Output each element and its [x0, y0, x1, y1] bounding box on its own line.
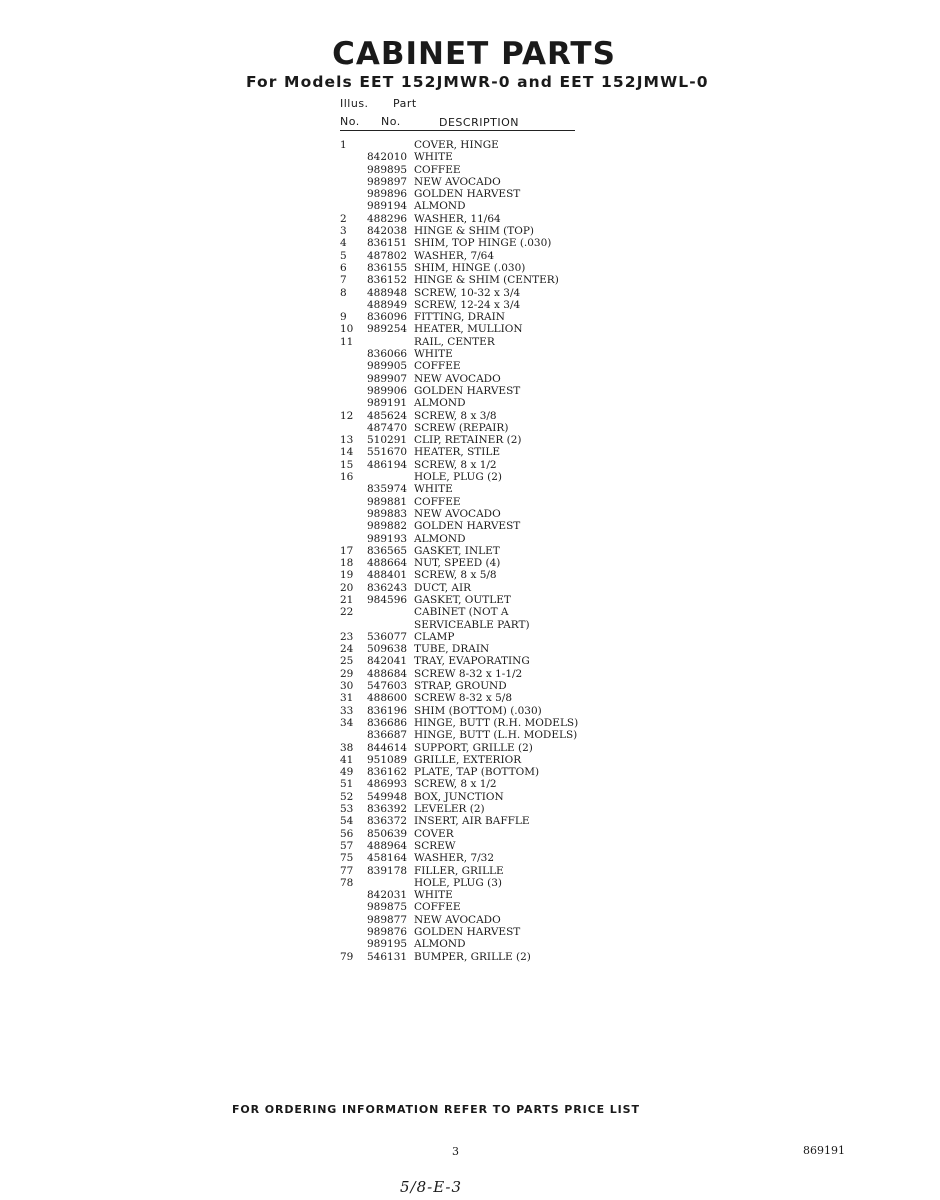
table-row — [338, 496, 598, 508]
part-description: ALMOND — [414, 532, 466, 545]
part-description: GOLDEN HARVEST — [414, 926, 521, 938]
part-description: HINGE & SHIM (TOP) — [414, 225, 535, 238]
illus-number: 41 — [340, 753, 354, 766]
illus-number: 13 — [340, 434, 354, 447]
table-row — [338, 237, 598, 249]
part-description: CLAMP — [414, 630, 455, 643]
illus-number: 4 — [340, 237, 347, 250]
table-row — [338, 200, 598, 212]
table-row — [338, 705, 598, 717]
illus-number: 49 — [340, 766, 354, 779]
part-description: ALMOND — [414, 397, 466, 410]
table-row — [338, 311, 598, 323]
illus-number: 52 — [340, 790, 354, 803]
part-number: 488600 — [367, 692, 408, 705]
part-number: 458164 — [367, 852, 408, 865]
table-row — [338, 865, 598, 877]
table-row — [338, 385, 598, 397]
part-description: SCREW 8-32 x 1-1/2 — [414, 667, 523, 680]
part-number: 536077 — [367, 630, 408, 643]
part-number: 551670 — [367, 446, 408, 459]
illus-number: 5 — [340, 249, 347, 262]
table-row — [338, 299, 598, 311]
illus-number: 18 — [340, 557, 354, 570]
part-number: 836686 — [367, 716, 408, 729]
table-row — [338, 250, 598, 262]
part-number: 989881 — [367, 495, 408, 508]
part-number: 488664 — [367, 557, 408, 570]
part-description: TRAY, EVAPORATING — [414, 655, 530, 668]
table-row — [338, 938, 598, 950]
illus-number: 3 — [340, 225, 347, 238]
illus-number: 8 — [340, 286, 347, 299]
part-number: 989195 — [367, 938, 408, 951]
table-row — [338, 397, 598, 409]
part-description: SCREW, 12-24 x 3/4 — [414, 298, 521, 311]
part-number: 510291 — [367, 434, 408, 447]
part-description: STRAP, GROUND — [414, 680, 507, 693]
table-row — [338, 631, 598, 643]
part-number: 989882 — [367, 520, 408, 533]
part-number: 989895 — [367, 163, 408, 176]
table-row — [338, 274, 598, 286]
illus-number: 24 — [340, 643, 354, 656]
part-description: SCREW — [414, 839, 456, 852]
part-number: 842041 — [367, 655, 408, 668]
header-illus: Illus. — [340, 97, 369, 110]
part-description: HEATER, MULLION — [414, 323, 523, 336]
illus-number: 14 — [340, 446, 354, 459]
table-row — [338, 520, 598, 532]
part-number: 989194 — [367, 200, 408, 213]
part-number: 989896 — [367, 188, 408, 201]
part-number: 951089 — [367, 753, 408, 766]
part-description: WASHER, 11/64 — [414, 212, 501, 225]
table-row — [338, 803, 598, 815]
table-row — [338, 557, 598, 569]
part-number: 839178 — [367, 864, 408, 877]
table-row — [338, 508, 598, 520]
table-row — [338, 373, 598, 385]
part-number: 842038 — [367, 225, 408, 238]
table-row — [338, 225, 598, 237]
part-description: INSERT, AIR BAFFLE — [414, 815, 530, 828]
page-number: 3 — [452, 1145, 459, 1158]
part-number: 485624 — [367, 409, 408, 422]
part-description: DUCT, AIR — [414, 581, 472, 594]
table-row — [338, 606, 598, 618]
page-title: CABINET PARTS — [332, 36, 616, 72]
table-row — [338, 213, 598, 225]
illus-number: 51 — [340, 778, 354, 791]
table-row — [338, 877, 598, 889]
part-description: FILLER, GRILLE — [414, 864, 504, 877]
part-number: 989875 — [367, 901, 408, 914]
part-number: 836151 — [367, 237, 408, 250]
part-description: NEW AVOCADO — [414, 175, 501, 188]
table-row — [338, 840, 598, 852]
part-number: 488964 — [367, 839, 408, 852]
part-description: WASHER, 7/64 — [414, 249, 495, 262]
part-number: 487470 — [367, 421, 408, 434]
table-row — [338, 262, 598, 274]
part-description: NUT, SPEED (4) — [414, 557, 501, 570]
header-part-no: No. — [381, 115, 401, 128]
illus-number: 21 — [340, 593, 354, 606]
part-description: COFFEE — [414, 495, 461, 508]
part-description: WHITE — [414, 889, 453, 902]
illus-number: 11 — [340, 335, 354, 348]
part-number: 546131 — [367, 950, 408, 963]
illus-number: 23 — [340, 630, 354, 643]
part-description: HINGE, BUTT (R.H. MODELS) — [414, 716, 579, 729]
table-row — [338, 569, 598, 581]
part-description: GASKET, OUTLET — [414, 593, 511, 606]
models-subtitle: For Models EET 152JMWR-0 and EET 152JMWL-0 — [246, 73, 709, 91]
part-number: 989876 — [367, 926, 408, 938]
part-description: SERVICEABLE PART) — [414, 618, 530, 631]
part-number: 989254 — [367, 323, 408, 336]
part-description: SUPPORT, GRILLE (2) — [414, 741, 533, 754]
table-row — [338, 446, 598, 458]
part-description: WHITE — [414, 151, 453, 164]
table-row — [338, 692, 598, 704]
part-number: 488296 — [367, 212, 408, 225]
part-description: HINGE & SHIM (CENTER) — [414, 274, 559, 287]
header-part: Part — [393, 97, 417, 110]
part-description: WASHER, 7/32 — [414, 852, 495, 865]
illus-number: 34 — [340, 716, 354, 729]
illus-number: 53 — [340, 803, 354, 816]
part-number: 487802 — [367, 249, 408, 262]
illus-number: 9 — [340, 311, 347, 324]
illus-number: 19 — [340, 569, 354, 582]
illus-number: 22 — [340, 606, 354, 619]
header-description: DESCRIPTION — [439, 116, 519, 129]
part-description: BOX, JUNCTION — [414, 790, 504, 803]
table-row — [338, 815, 598, 827]
table-row — [338, 139, 598, 151]
table-row — [338, 852, 598, 864]
part-description: BUMPER, GRILLE (2) — [414, 950, 531, 963]
illus-number: 56 — [340, 827, 354, 840]
part-number: 836372 — [367, 815, 408, 828]
part-number: 842010 — [367, 151, 408, 164]
illus-number: 17 — [340, 544, 354, 557]
part-description: SCREW (REPAIR) — [414, 421, 509, 434]
table-row — [338, 668, 598, 680]
illus-number: 25 — [340, 655, 354, 668]
ordering-info-footer: FOR ORDERING INFORMATION REFER TO PARTS PRICE LIST — [232, 1103, 640, 1116]
illus-number: 10 — [340, 323, 354, 336]
part-number: 836196 — [367, 704, 408, 717]
illus-number: 79 — [340, 950, 354, 963]
illus-number: 16 — [340, 471, 354, 484]
part-number: 835974 — [367, 483, 408, 496]
part-description: COFFEE — [414, 360, 461, 373]
illus-number: 30 — [340, 680, 354, 693]
part-number: 989906 — [367, 384, 408, 397]
illus-number: 75 — [340, 852, 354, 865]
part-description: GOLDEN HARVEST — [414, 384, 521, 397]
table-row — [338, 619, 598, 631]
part-description: GRILLE, EXTERIOR — [414, 753, 522, 766]
table-row — [338, 594, 598, 606]
part-description: COFFEE — [414, 901, 461, 914]
part-description: SHIM, HINGE (.030) — [414, 261, 526, 274]
table-row — [338, 889, 598, 901]
table-row — [338, 545, 598, 557]
handwritten-note: 5/8-E-3 — [400, 1178, 463, 1196]
table-row — [338, 655, 598, 667]
part-description: SCREW, 8 x 1/2 — [414, 458, 497, 471]
part-number: 488948 — [367, 286, 408, 299]
illus-number: 77 — [340, 864, 354, 877]
table-row — [338, 323, 598, 335]
part-description: WHITE — [414, 348, 453, 361]
part-description: CLIP, RETAINER (2) — [414, 434, 522, 447]
table-row — [338, 188, 598, 200]
table-row — [338, 680, 598, 692]
part-number: 488684 — [367, 667, 408, 680]
part-description: NEW AVOCADO — [414, 507, 501, 520]
table-row — [338, 483, 598, 495]
part-number: 844614 — [367, 741, 408, 754]
part-description: NEW AVOCADO — [414, 372, 501, 385]
illus-number: 1 — [340, 139, 347, 151]
table-row — [338, 914, 598, 926]
part-number: 984596 — [367, 593, 408, 606]
illus-number: 6 — [340, 261, 347, 274]
illus-number: 12 — [340, 409, 354, 422]
illus-number: 7 — [340, 274, 347, 287]
part-description: TUBE, DRAIN — [414, 643, 490, 656]
part-number: 549948 — [367, 790, 408, 803]
part-description: HINGE, BUTT (L.H. MODELS) — [414, 729, 578, 742]
table-row — [338, 791, 598, 803]
header-illus-no: No. — [340, 115, 360, 128]
table-row — [338, 951, 598, 963]
part-number: 547603 — [367, 680, 408, 693]
part-description: HEATER, STILE — [414, 446, 501, 459]
part-description: GOLDEN HARVEST — [414, 188, 521, 201]
illus-number: 20 — [340, 581, 354, 594]
part-number: 989883 — [367, 507, 408, 520]
part-number: 486194 — [367, 458, 408, 471]
illus-number: 78 — [340, 876, 354, 889]
part-description: HOLE, PLUG (3) — [414, 876, 502, 889]
document-number: 869191 — [803, 1144, 845, 1157]
part-description: CABINET (NOT A — [414, 606, 509, 619]
table-row — [338, 459, 598, 471]
part-number: 488401 — [367, 569, 408, 582]
table-row — [338, 336, 598, 348]
table-row — [338, 348, 598, 360]
illus-number: 15 — [340, 458, 354, 471]
part-number: 989897 — [367, 175, 408, 188]
illus-number: 57 — [340, 839, 354, 852]
part-description: COVER, HINGE — [414, 139, 499, 151]
table-row — [338, 151, 598, 163]
part-description: SCREW 8-32 x 5/8 — [414, 692, 513, 705]
part-number: 836066 — [367, 348, 408, 361]
part-description: SCREW, 8 x 3/8 — [414, 409, 497, 422]
part-description: SCREW, 8 x 1/2 — [414, 778, 497, 791]
illus-number: 31 — [340, 692, 354, 705]
table-row — [338, 410, 598, 422]
part-description: FITTING, DRAIN — [414, 311, 505, 324]
table-row — [338, 287, 598, 299]
table-row — [338, 176, 598, 188]
table-row — [338, 717, 598, 729]
table-row — [338, 778, 598, 790]
header-rule — [340, 130, 575, 131]
part-description: RAIL, CENTER — [414, 335, 495, 348]
table-row — [338, 422, 598, 434]
table-row — [338, 434, 598, 446]
table-row — [338, 164, 598, 176]
part-description: SHIM, TOP HINGE (.030) — [414, 237, 552, 250]
part-description: WHITE — [414, 483, 453, 496]
part-number: 836155 — [367, 261, 408, 274]
part-description: COVER — [414, 827, 454, 840]
illus-number: 38 — [340, 741, 354, 754]
part-number: 836565 — [367, 544, 408, 557]
part-description: GASKET, INLET — [414, 544, 500, 557]
part-description: SCREW, 10-32 x 3/4 — [414, 286, 521, 299]
part-number: 486993 — [367, 778, 408, 791]
part-description: ALMOND — [414, 200, 466, 213]
table-row — [338, 901, 598, 913]
part-number: 836392 — [367, 803, 408, 816]
table-row — [338, 828, 598, 840]
parts-list — [338, 139, 598, 963]
part-number: 509638 — [367, 643, 408, 656]
part-number: 842031 — [367, 889, 408, 902]
part-description: LEVELER (2) — [414, 803, 485, 816]
part-number: 989907 — [367, 372, 408, 385]
table-row — [338, 754, 598, 766]
illus-number: 33 — [340, 704, 354, 717]
part-description: GOLDEN HARVEST — [414, 520, 521, 533]
illus-number: 29 — [340, 667, 354, 680]
part-number: 836162 — [367, 766, 408, 779]
table-row — [338, 533, 598, 545]
table-row — [338, 926, 598, 938]
part-number: 488949 — [367, 298, 408, 311]
part-number: 989877 — [367, 913, 408, 926]
part-number: 989191 — [367, 397, 408, 410]
table-row — [338, 471, 598, 483]
part-description: ALMOND — [414, 938, 466, 951]
part-number: 989193 — [367, 532, 408, 545]
part-number: 836152 — [367, 274, 408, 287]
table-row — [338, 729, 598, 741]
part-description: NEW AVOCADO — [414, 913, 501, 926]
part-description: COFFEE — [414, 163, 461, 176]
part-number: 836096 — [367, 311, 408, 324]
part-number: 989905 — [367, 360, 408, 373]
part-description: PLATE, TAP (BOTTOM) — [414, 766, 540, 779]
part-description: HOLE, PLUG (2) — [414, 471, 502, 484]
table-row — [338, 643, 598, 655]
part-description: SHIM (BOTTOM) (.030) — [414, 704, 542, 717]
part-number: 850639 — [367, 827, 408, 840]
part-number: 836687 — [367, 729, 408, 742]
illus-number: 2 — [340, 212, 347, 225]
table-row — [338, 360, 598, 372]
table-row — [338, 766, 598, 778]
table-row — [338, 582, 598, 594]
table-row — [338, 742, 598, 754]
illus-number: 54 — [340, 815, 354, 828]
part-number: 836243 — [367, 581, 408, 594]
part-description: SCREW, 8 x 5/8 — [414, 569, 497, 582]
